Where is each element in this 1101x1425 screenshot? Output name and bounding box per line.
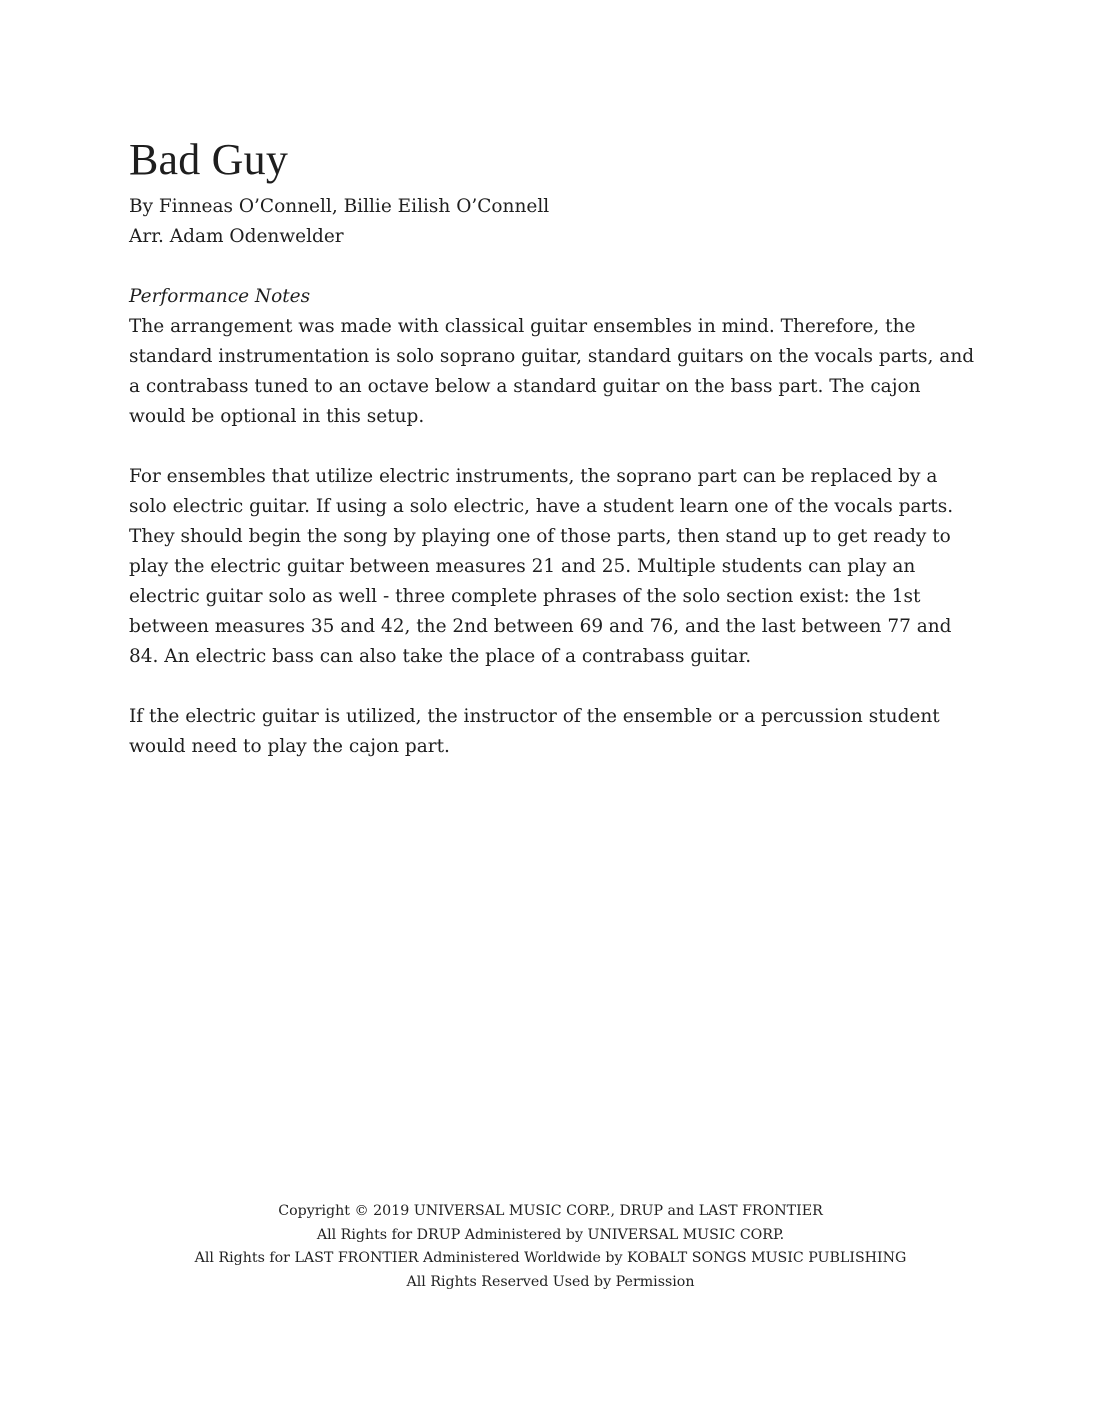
arranger-credit: Arr. Adam Odenwelder xyxy=(129,226,344,247)
copyright-notice xyxy=(100,1200,1001,1294)
rights-reserved-line: All Rights Reserved Used by Permission xyxy=(406,1273,695,1290)
rights-line-drup: All Rights for DRUP Administered by UNIVERSAL MUSIC CORP. xyxy=(316,1226,785,1243)
notes-paragraph-1: The arrangement was made with classical guitar ensembles in mind. Therefore, the standard instrumentation is solo soprano guitar, standard guitars on the vocals parts, and a contrabass tuned to an octave below a standard guitar on the bass part. The cajon would be optional in this setup. xyxy=(129,316,975,427)
notes-paragraph-2: For ensembles that utilize electric instruments, the soprano part can be replaced by a solo electric guitar. If using a solo electric, have a student learn one of the vocals parts. They should begin the song by playing one of those parts, then stand up to get ready to play the electric guitar between measures 21 and 25. Multiple students can play an electric guitar solo as well - three complete phrases of the solo section exist: the 1st between measures 35 and 42, the 2nd between 69 and 76, and the last between 77 and 84. An electric bass can also take the place of a contrabass guitar. xyxy=(129,466,954,667)
rights-line-last-frontier: All Rights for LAST FRONTIER Administered Worldwide by KOBALT SONGS MUSIC PUBLISHING xyxy=(194,1250,907,1266)
performance-notes-heading: Performance Notes xyxy=(129,286,311,307)
page-title: Bad Guy xyxy=(129,135,289,184)
copyright-line: Copyright © 2019 UNIVERSAL MUSIC CORP., DRUP and LAST FRONTIER xyxy=(278,1203,823,1219)
composer-credit: By Finneas O’Connell, Billie Eilish O’Connell xyxy=(129,196,550,217)
byline xyxy=(129,192,979,252)
performance-notes xyxy=(129,312,979,762)
document-body xyxy=(129,130,979,762)
notes-paragraph-3: If the electric guitar is utilized, the instructor of the ensemble or a percussion student would need to play the cajon part. xyxy=(129,706,940,757)
